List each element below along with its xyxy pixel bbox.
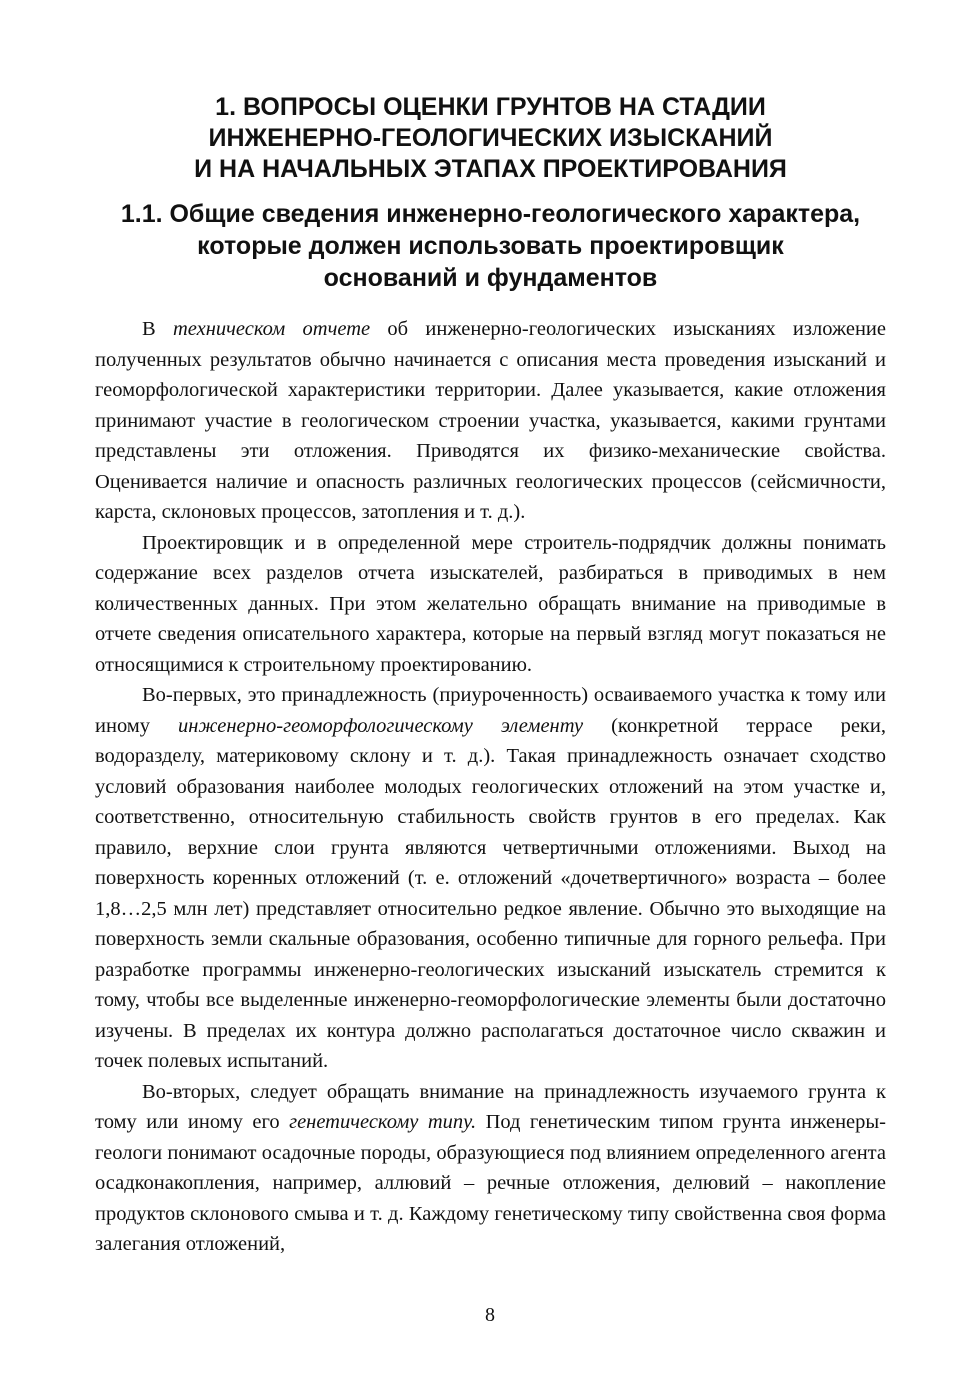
chapter-title: 1. ВОПРОСЫ ОЦЕНКИ ГРУНТОВ НА СТАДИИ ИНЖЕНЕРНО-ГЕОЛОГИЧЕСКИХ ИЗЫСКАНИЙ И НА НАЧАЛЬНЫХ ЭТАПАХ ПРОЕКТИРОВАНИЯ bbox=[194, 93, 787, 183]
paragraph-4-text-b: Под генетическим типом грунта инженеры-геологи понимают осадочные породы, образующиеся под влиянием определенного агента осадконакопления, например, аллювий – речные отложения, делювий – накопление продуктов склонового смыва и т. д. Каждому генетическому типу свойственна своя форма залегания отложений, bbox=[95, 1111, 886, 1255]
paragraph-4-italic-term: генетическому типу. bbox=[289, 1111, 477, 1133]
paragraph-3-italic-term: инженерно-геоморфологическому элементу bbox=[178, 714, 584, 737]
section-title: 1.1. Общие сведения инженерно-геологического характера, которые должен использовать проектировщик оснований и фундаментов bbox=[120, 200, 861, 292]
paragraph-1-italic-term: техническом отчете bbox=[173, 318, 371, 340]
paragraph-4 bbox=[95, 1077, 886, 1260]
paragraph-1-text-a: В bbox=[142, 318, 173, 340]
paragraph-4-text-a: Во-вторых, следует обращать внимание на принадлежность изучаемого грунта к тому или иному его bbox=[95, 1080, 886, 1133]
paragraph-1-text-b: об инженерно-геологических изысканиях изложение полученных результатов обычно начинается с описания места проведения изысканий и геоморфологической характеристики территории. Далее указывается, какие отложения принимают участие в геологическом строении участка, указывается, какими грунтами представлены эти отложения. Приводятся их физико-механические свойства. Оценивается наличие и опасность различных геологических процессов (сейсмичности, карста, склоновых процессов, затопления и т. д.). bbox=[95, 318, 886, 523]
paragraph-3 bbox=[95, 680, 886, 1077]
paragraph-2 bbox=[95, 528, 886, 681]
paragraph-3-text-a: Во-первых, это принадлежность (приуроченность) осваиваемого участка к тому или иному bbox=[95, 684, 886, 737]
page-number: 8 bbox=[485, 1304, 495, 1326]
paragraph-1 bbox=[95, 314, 886, 528]
document-page bbox=[95, 92, 886, 1260]
paragraph-2-text: Проектировщик и в определенной мере строитель-подрядчик должны понимать содержание всех разделов отчета изыскателей, разбираться в приводимых в нем количественных данных. При этом желательно обращать внимание на приводимые в отчете сведения описательного характера, которые на первый взгляд могут показаться не относящимися к строительному проектированию. bbox=[95, 531, 886, 676]
paragraph-3-text-b: (конкретной террасе реки, водоразделу, материковому склону и т. д.). Такая принадлежность означает сходство условий образования наиболее молодых геологических отложений на этом участке и, соответственно, относительную стабильность свойств грунтов в его пределах. Как правило, верхние слои грунта являются четвертичными отложениями. Выход на поверхность коренных отложений (т. е. отложений «дочетвертичного» возраста – более 1,8…2,5 млн лет) представляет относительно редкое явление. Обычно это выходящие на поверхность земли скальные образования, особенно типичные для горного рельефа. При разработке программы инженерно-геологических изысканий изыскатель стремится к тому, чтобы все выделенные инженерно-геоморфологические элементы были достаточно изучены. В пределах их контура должно располагаться достаточное число скважин и точек полевых испытаний. bbox=[95, 714, 886, 1072]
